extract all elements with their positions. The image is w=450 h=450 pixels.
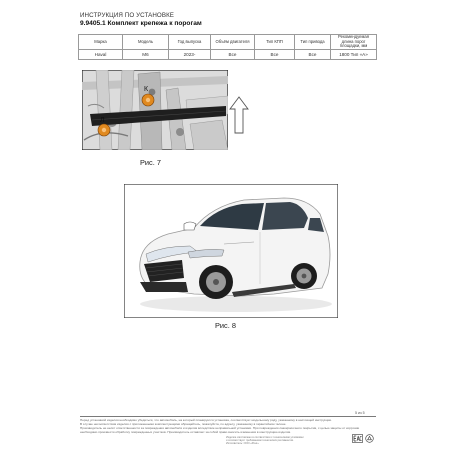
small-print-line: и соответствует требованиям технических регламентов.	[226, 439, 294, 443]
col-header: Рекомендуемая длина порог площадки, мм	[331, 35, 377, 50]
small-print-line: Изделие изготовлено в соответствии с техническими условиями	[226, 436, 304, 439]
fine-print-line: В случае несоответствия изделия с приложенными комплектующими обращайтесь, пожалуйста, по адресу, указанному в гарантийном талоне.	[80, 422, 287, 427]
marker-k-label: К	[144, 86, 149, 93]
footer-fine-print	[80, 418, 376, 434]
product-name: 9.9405.1 Комплект крепежа к порогам	[80, 20, 202, 27]
table-cell: M6	[123, 49, 169, 59]
fine-print-line: Перед установкой изделия необходимо убедиться, что автомобиль, на который планируется установка, соответствует модельному ряду, указанному в настоящей инструкции.	[80, 418, 332, 422]
table-cell: 1800 Тип «А»	[331, 49, 377, 59]
eac-icon	[353, 435, 363, 443]
figure-8-caption: Рис. 8	[215, 321, 236, 330]
certification-icons	[352, 434, 376, 443]
footer-divider	[80, 416, 376, 417]
col-header: Тип привода	[295, 35, 331, 50]
direction-arrow-icon	[229, 96, 249, 134]
instruction-title: ИНСТРУКЦИЯ ПО УСТАНОВКЕ	[80, 12, 175, 19]
col-header: Тип КПП	[255, 35, 295, 50]
table-cell: Все	[211, 49, 255, 59]
table-cell: Все	[295, 49, 331, 59]
fine-print-line: Производитель не несёт ответственности за повреждения автомобиля и изделия вследствие неправильной установки. При повреждении лакокрасочного покрытия, с целью защиты от коррозии	[80, 426, 360, 431]
figure-8-photo	[124, 184, 338, 318]
table-row	[79, 49, 377, 59]
col-header: Модель	[123, 35, 169, 50]
col-header: Объём двигателя	[211, 35, 255, 50]
figure-7-caption: Рис. 7	[140, 158, 161, 167]
marker-l-label: Л	[100, 117, 105, 124]
recycle-icon	[366, 435, 374, 443]
col-header: Марка	[79, 35, 123, 50]
table-cell: 2023-	[169, 49, 211, 59]
fine-print-line: необходимо произвести обработку поврежденных участков. Производитель оставляет за собой право вносить изменения в конструкцию изделия.	[80, 430, 291, 435]
spec-table	[78, 34, 377, 60]
table-cell: Haval	[79, 49, 123, 59]
page-number: 5 из 5	[355, 411, 365, 415]
figure-7-photo	[82, 70, 228, 150]
spec-table-header	[79, 35, 377, 50]
small-print-line: Изготовитель: ООО «Ринг»	[226, 442, 259, 446]
col-header: Год выпуска	[169, 35, 211, 50]
footer-small-print	[226, 436, 350, 446]
table-cell: Все	[255, 49, 295, 59]
